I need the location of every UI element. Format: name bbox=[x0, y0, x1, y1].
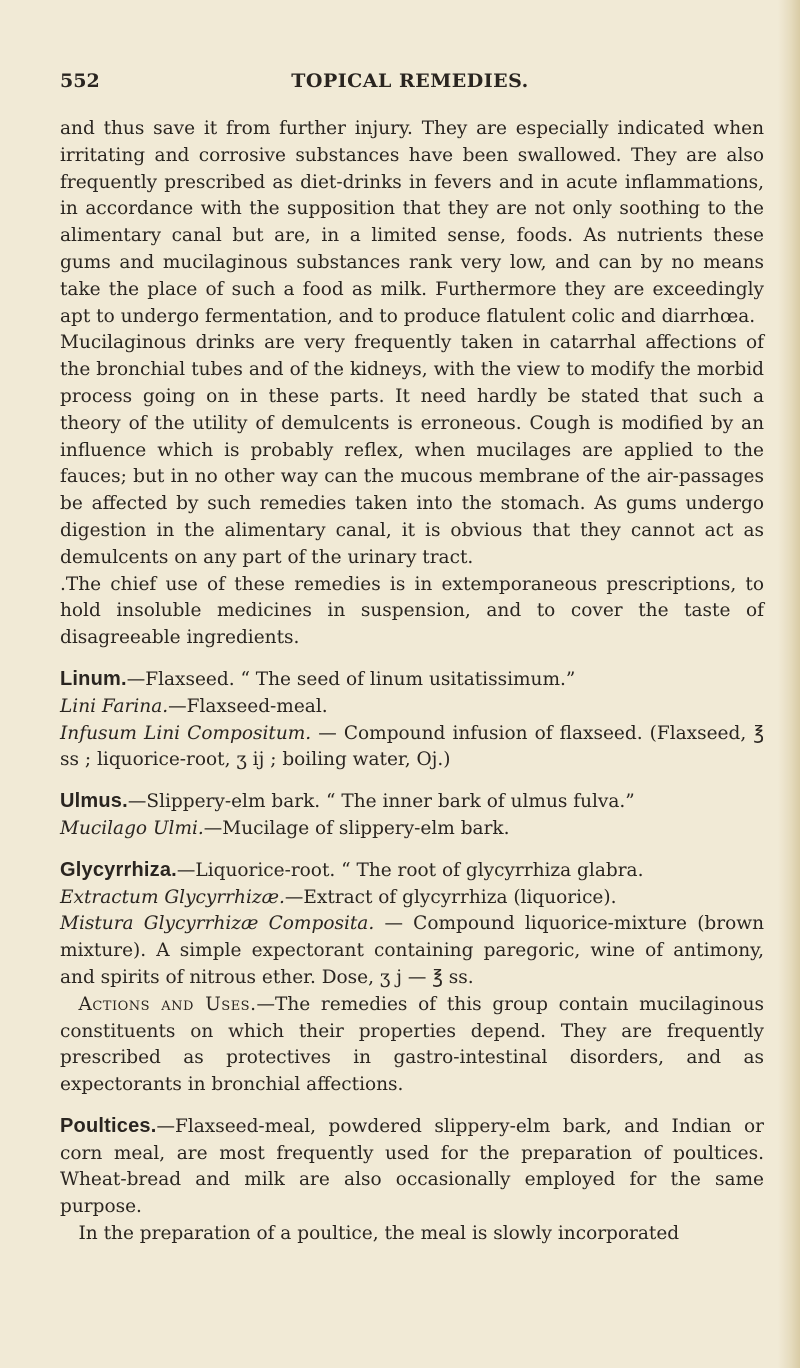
running-head: TOPICAL REMEDIES. bbox=[291, 70, 529, 92]
entry-heading-poultices: Poultices. bbox=[60, 1114, 157, 1137]
extractum-glycyrrhizae-name: Extractum Glycyrrhizæ. bbox=[60, 886, 285, 908]
entry-heading-glycyrrhiza: Glycyrrhiza. bbox=[60, 858, 177, 881]
entry-infusum-lini bbox=[60, 721, 764, 775]
poultice-preparation-text: In the preparation of a poultice, the meal is slowly incorporated bbox=[78, 1223, 680, 1245]
entry-mistura-glycyrrhizae bbox=[60, 911, 764, 991]
poultices-description: —Flaxseed-meal, powdered slippery-elm bark, and Indian or corn meal, are most frequently used for the preparation of poultices. Wheat-bread and milk are also occasionally employed for the same purpose. bbox=[60, 1115, 764, 1218]
mistura-glycyrrhizae-name: Mistura Glycyrrhizæ Composita. bbox=[60, 913, 375, 935]
entry-lini-farina bbox=[60, 694, 764, 721]
paragraph-intro: and thus save it from further injury. They are especially indicated when irritating and corrosive substances have been swallowed. They are also frequently prescribed as diet-drinks in fevers and in acute inflammations, in accordance with the supposition that they are not only soothing to the alimentary canal but are, in a limited sense, foods. As nutrients these gums and mucilaginous substances rank very low, and can by no means take the place of such a food as milk. Furthermore they are exceedingly apt to undergo fermentation, and to produce flatulent colic and diarrhœa. bbox=[60, 118, 764, 327]
entry-heading-linum: Linum. bbox=[60, 667, 127, 690]
lini-farina-name: Lini Farina. bbox=[60, 695, 169, 717]
paragraph-poultice-preparation bbox=[60, 1221, 764, 1248]
paragraph-chief-use: .The chief use of these remedies is in extemporaneous prescriptions, to hold insoluble medicines in suspension, and to cover the taste of disagreeable ingredients. bbox=[60, 573, 764, 649]
actions-and-uses-description: —The remedies of this group contain mucilaginous constituents on which their properties depend. They are frequently prescribed as protectives in gastro-intestinal disorders, and as expectorants in bronchial affections. bbox=[60, 993, 764, 1096]
page-header bbox=[60, 70, 760, 104]
entry-extractum-glycyrrhizae bbox=[60, 885, 764, 912]
page-body bbox=[60, 116, 764, 1248]
mucilago-ulmi-description: —Mucilage of slippery-elm bark. bbox=[203, 817, 510, 839]
page-number: 552 bbox=[60, 70, 100, 92]
glycyrrhiza-description: —Liquorice-root. “ The root of glycyrrhiza glabra. bbox=[176, 859, 644, 881]
infusum-lini-description: — Compound infusion of flaxseed. (Flaxseed, ℥ ss ; liquorice-root, ʒ ij ; boiling water, Oj.) bbox=[60, 722, 765, 771]
entry-actions-and-uses bbox=[60, 992, 764, 1099]
entry-ulmus bbox=[60, 788, 764, 816]
entry-glycyrrhiza bbox=[60, 857, 764, 885]
paragraph-mucilaginous-drinks: Mucilaginous drinks are very frequently taken in catarrhal affections of the bronchial tubes and of the kidneys, with the view to modify the morbid process going on in these parts. It need hardly be stated that such a theory of the utility of demulcents is erroneous. Cough is modified by an influence which is probably reflex, when mucilages are applied to the fauces; but in no other way can the mucous membrane of the air-passages be affected by such remedies taken into the stomach. As gums undergo digestion in the alimentary canal, it is obvious that they cannot act as demulcents on any part of the urinary tract. bbox=[60, 332, 764, 568]
page-edge-shadow bbox=[778, 0, 800, 1368]
ulmus-description: —Slippery-elm bark. “ The inner bark of ulmus fulva.” bbox=[127, 791, 635, 813]
entry-poultices bbox=[60, 1113, 764, 1221]
mistura-glycyrrhizae-description: — Compound liquorice-mixture (brown mixture). A simple expectorant containing paregoric, wine of antimony, and spirits of nitrous ether. Dose, ʒ j — ℥ ss. bbox=[60, 913, 764, 988]
actions-and-uses-heading: Actions and Uses. bbox=[78, 993, 257, 1015]
infusum-lini-name: Infusum Lini Compositum. bbox=[60, 722, 312, 744]
mucilago-ulmi-name: Mucilago Ulmi. bbox=[60, 817, 204, 839]
linum-description: —Flaxseed. “ The seed of linum usitatissimum.” bbox=[126, 668, 576, 690]
entry-mucilago-ulmi bbox=[60, 816, 764, 843]
lini-farina-description: —Flaxseed-meal. bbox=[168, 695, 328, 717]
entry-linum bbox=[60, 666, 764, 694]
entry-heading-ulmus: Ulmus. bbox=[60, 790, 128, 813]
extractum-glycyrrhizae-description: —Extract of glycyrrhiza (liquorice). bbox=[284, 886, 617, 908]
